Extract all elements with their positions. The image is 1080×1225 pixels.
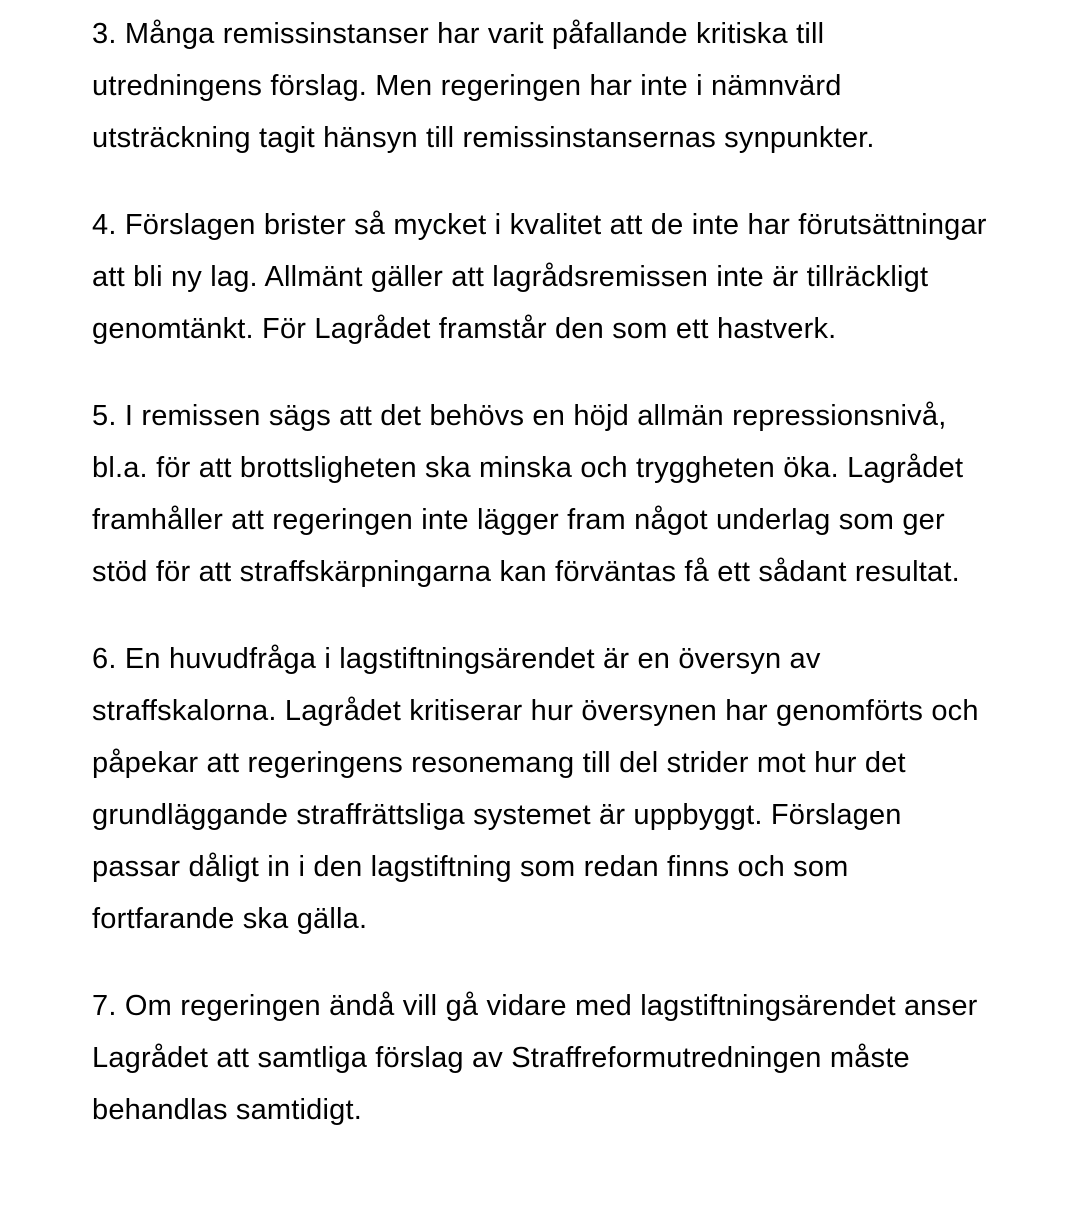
text-line: grundläggande straffrättsliga systemet är uppbyggt. Förslagen (92, 799, 902, 831)
text-line: utsträckning tagit hänsyn till remissinstansernas synpunkter. (92, 122, 875, 154)
text-line: 5. I remissen sägs att det behövs en höjd allmän repressionsnivå, (92, 400, 947, 432)
paragraph-7 (92, 980, 1044, 1136)
text-line: framhåller att regeringen inte lägger fram något underlag som ger (92, 504, 945, 536)
text-line: straffskalorna. Lagrådet kritiserar hur översynen har genomförts och (92, 695, 979, 727)
text-line: fortfarande ska gälla. (92, 903, 368, 935)
text-line: 3. Många remissinstanser har varit påfallande kritiska till (92, 18, 825, 50)
document-body (92, 8, 1044, 1136)
text-line: passar dåligt in i den lagstiftning som redan finns och som (92, 851, 849, 883)
text-line: 7. Om regeringen ändå vill gå vidare med lagstiftningsärendet anser (92, 990, 978, 1022)
text-line: stöd för att straffskärpningarna kan förväntas få ett sådant resultat. (92, 556, 960, 588)
text-line: bl.a. för att brottsligheten ska minska och tryggheten öka. Lagrådet (92, 452, 964, 484)
text-line: utredningens förslag. Men regeringen har inte i nämnvärd (92, 70, 842, 102)
paragraph-4 (92, 199, 1044, 355)
text-line: genomtänkt. För Lagrådet framstår den som ett hastverk. (92, 313, 837, 345)
text-line: 4. Förslagen brister så mycket i kvalitet att de inte har förutsättningar (92, 209, 987, 241)
paragraph-3 (92, 8, 1044, 164)
text-line: påpekar att regeringens resonemang till del strider mot hur det (92, 747, 906, 779)
paragraph-6 (92, 633, 1044, 945)
paragraph-5 (92, 390, 1044, 598)
text-line: 6. En huvudfråga i lagstiftningsärendet är en översyn av (92, 643, 821, 675)
text-line: Lagrådet att samtliga förslag av Straffreformutredningen måste (92, 1042, 910, 1074)
text-line: behandlas samtidigt. (92, 1094, 362, 1126)
text-line: att bli ny lag. Allmänt gäller att lagrådsremissen inte är tillräckligt (92, 261, 929, 293)
